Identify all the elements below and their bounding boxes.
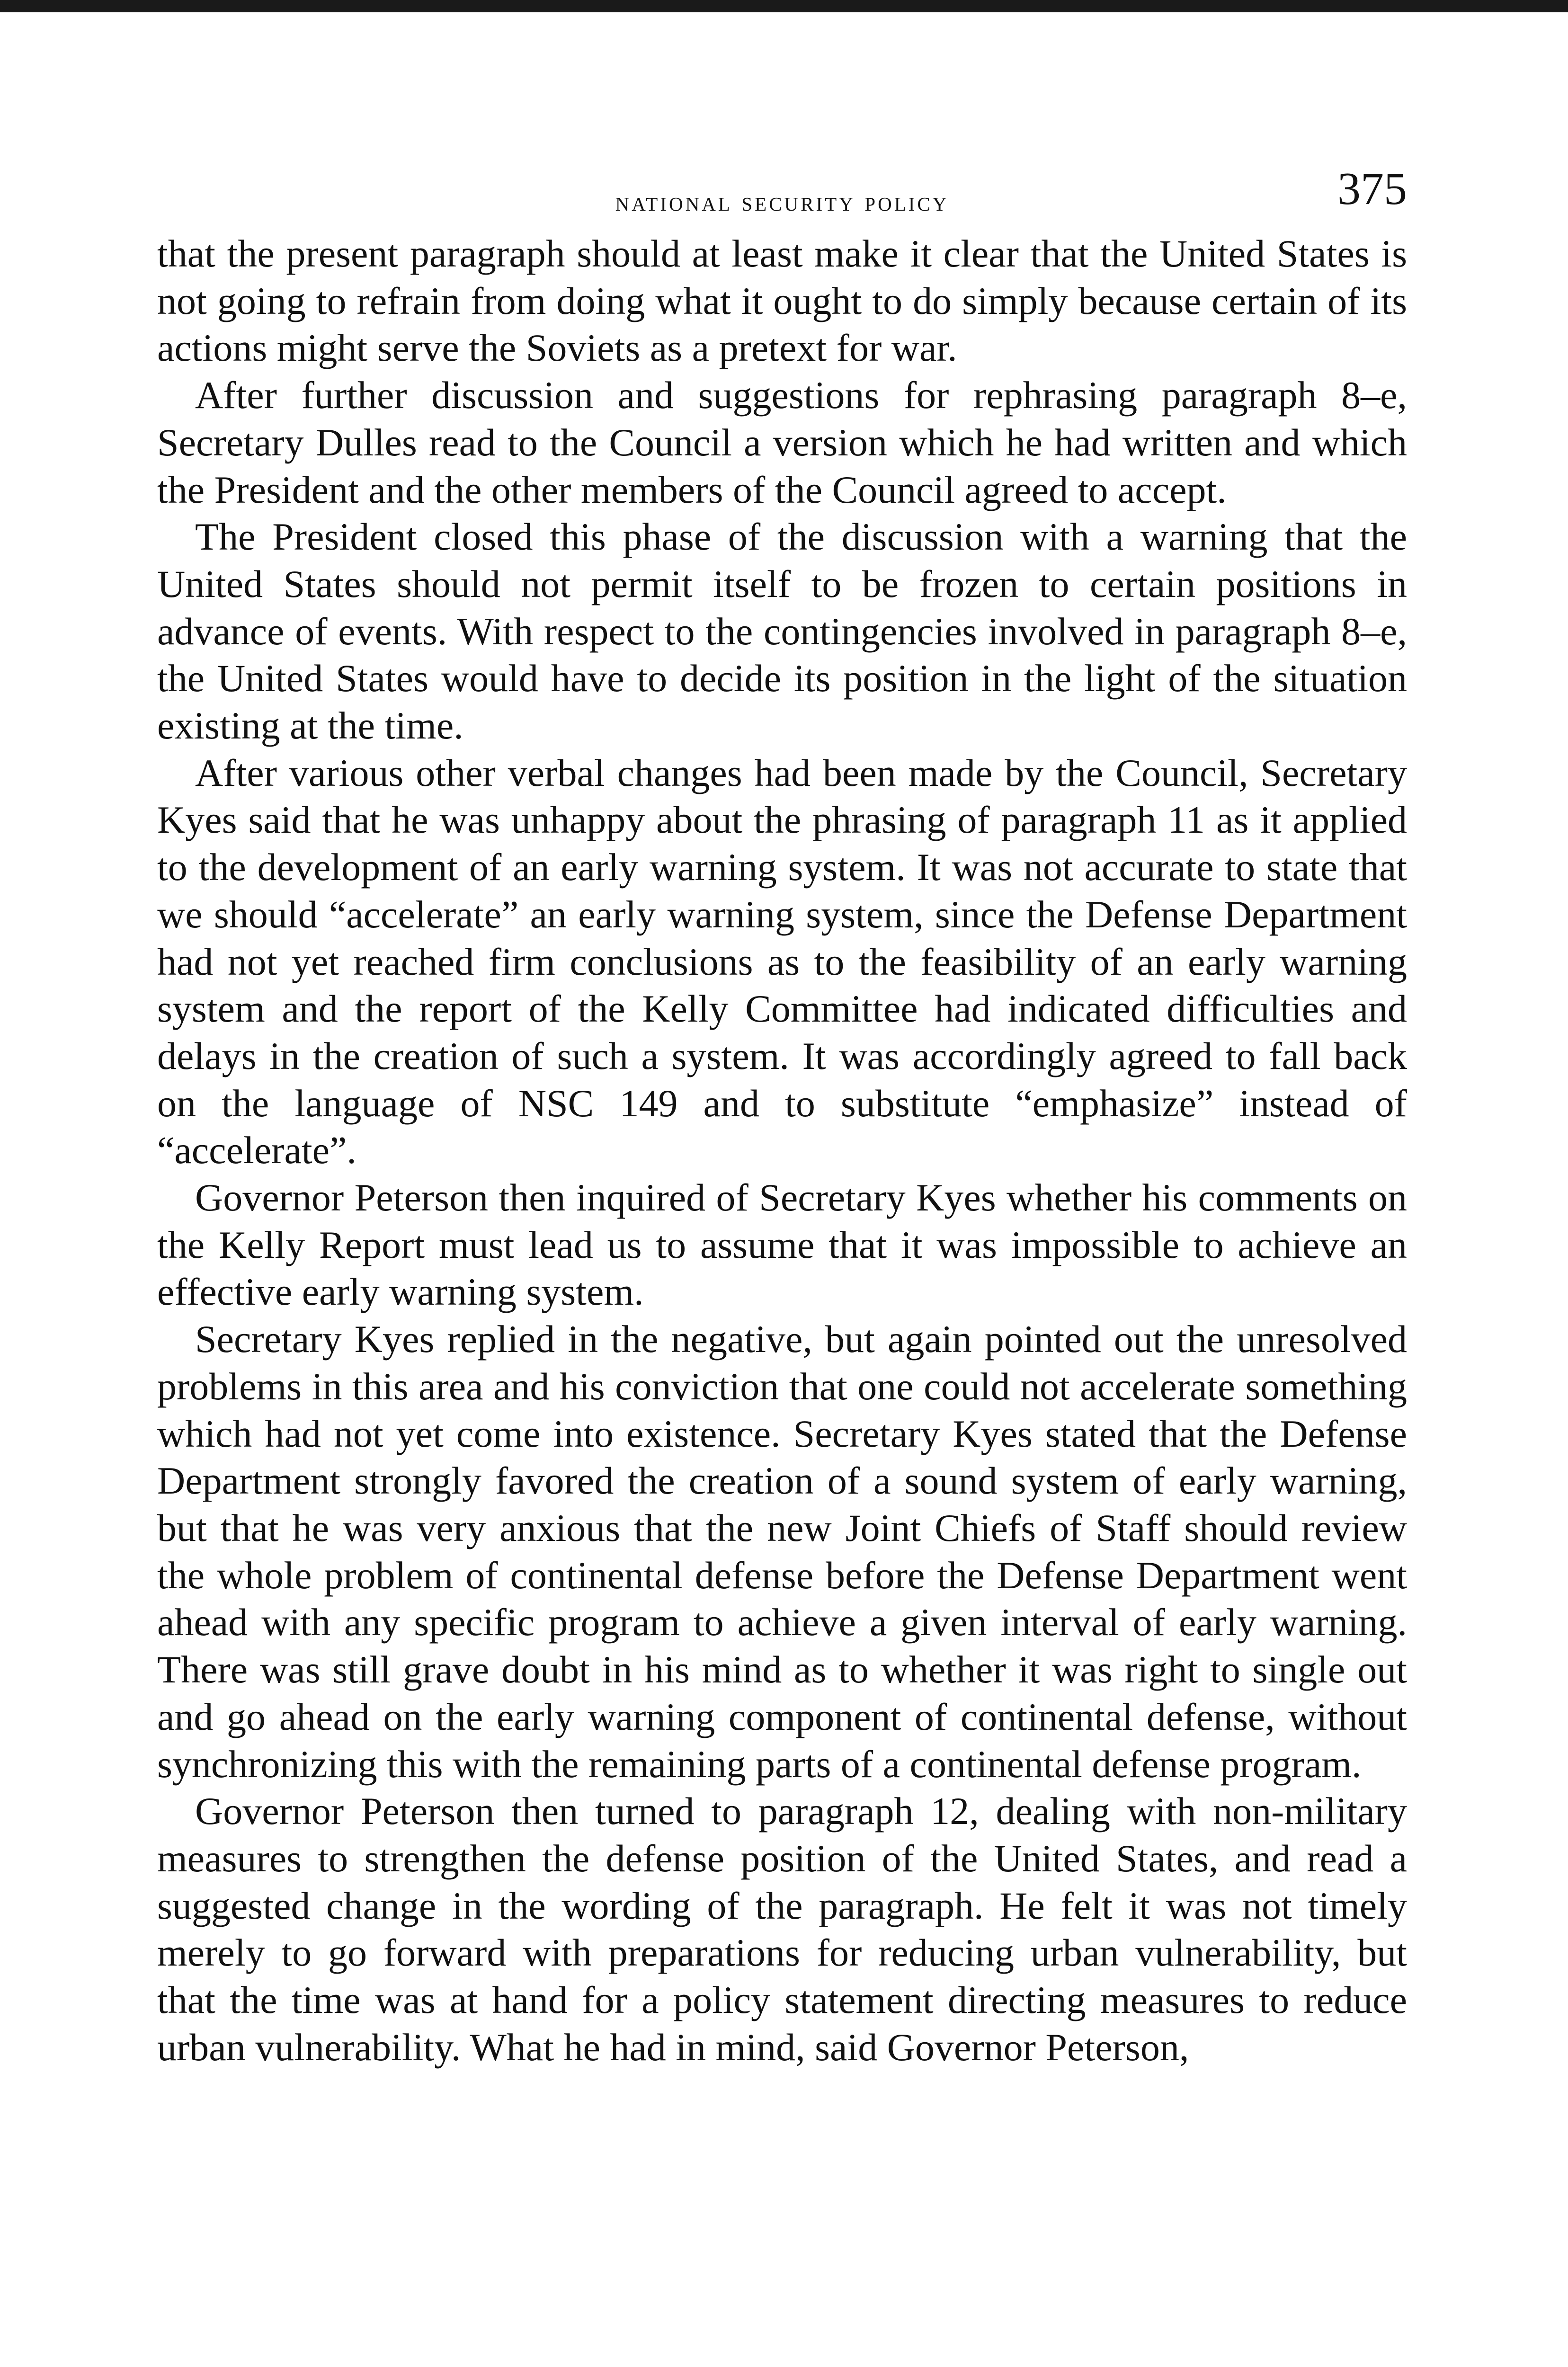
paragraph: The President closed this phase of the discussion with a warning that the United States should not permit itself to be frozen to certain positions in advance of events. With respect to the contingencies involved in paragraph 8–e, the United States would have to decide its position in the light of the situation existing at the time. <box>157 515 1407 747</box>
paragraph: Governor Peterson then inquired of Secretary Kyes whether his comments on the Kelly Report must lead us to assume that it was impossible to achieve an effective early warning system. <box>157 1176 1407 1314</box>
running-head <box>157 163 1407 222</box>
paragraph: Governor Peterson then turned to paragraph 12, dealing with non-military measures to strengthen the defense position of the United States, and read a suggested change in the wording of the paragraph. He felt it was not timely merely to go forward with preparations for reducing urban vulnerability, but that the time was at hand for a policy statement directing measures to reduce urban vulnerability. What he had in mind, said Governor Peterson, <box>157 1789 1407 2069</box>
body-text <box>157 230 1407 2071</box>
scan-top-edge <box>0 0 1568 12</box>
document-page <box>157 163 1407 2071</box>
page-number: 375 <box>1337 163 1407 214</box>
paragraph-continued: that the present paragraph should at least make it clear that the United States is not going to refrain from doing what it ought to do simply because certain of its actions might serve the Soviets as a pretext for war. <box>157 232 1407 370</box>
paragraph: After various other verbal changes had been made by the Council, Secretary Kyes said that he was unhappy about the phrasing of paragraph 11 as it applied to the development of an early warning system. It was not accurate to state that we should “accelerate” an early warning system, since the Defense Department had not yet reached firm conclusions as to the feasibility of an early warning system and the report of the Kelly Committee had indicated difficulties and delays in the creation of such a system. It was accordingly agreed to fall back on the language of NSC 149 and to substitute “emphasize” instead of “accelerate”. <box>157 751 1407 1172</box>
running-title: national security policy <box>615 186 949 217</box>
paragraph: Secretary Kyes replied in the negative, but again pointed out the unresolved problems in this area and his conviction that one could not accelerate something which had not yet come into existence. Secretary Kyes stated that the Defense Department strongly favored the creation of a sound system of early warning, but that he was very anxious that the new Joint Chiefs of Staff should review the whole problem of continental defense before the Defense Department went ahead with any specific program to achieve a given interval of early warning. There was still grave doubt in his mind as to whether it was right to single out and go ahead on the early warning component of continental defense, without synchronizing this with the remaining parts of a continental defense program. <box>157 1317 1407 1786</box>
paragraph: After further discussion and suggestions for rephrasing paragraph 8–e, Secretary Dulles read to the Council a version which he had written and which the President and the other members of the Council agreed to accept. <box>157 374 1407 511</box>
